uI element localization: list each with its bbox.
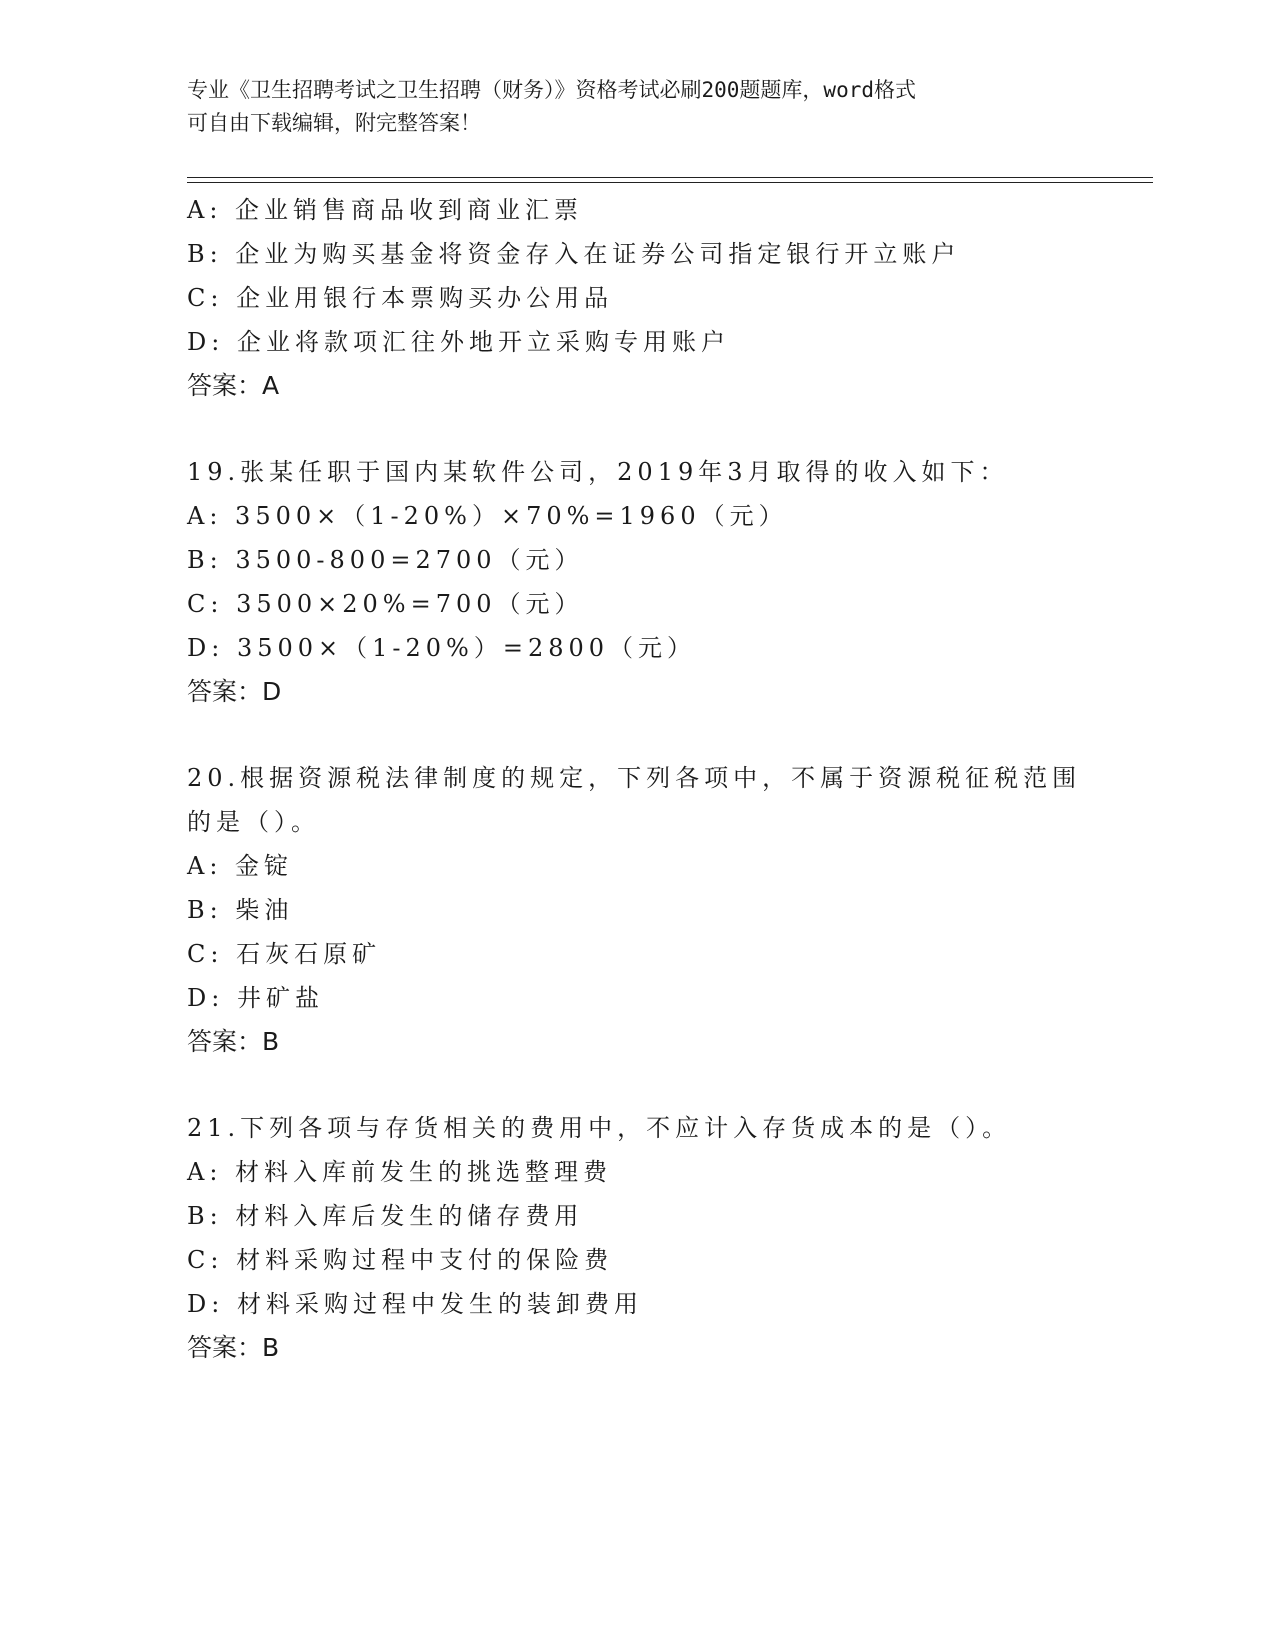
question-text: 21.下列各项与存货相关的费用中，不应计入存货成本的是（）。 [187, 1114, 1012, 1142]
option-a: A: 金锭 [187, 852, 294, 880]
option-a: A: 材料入库前发生的挑选整理费 [187, 1158, 613, 1186]
option-b: B: 柴油 [187, 896, 294, 924]
header-line-1: 专业《卫生招聘考试之卫生招聘（财务）》资格考试必刷200题题库，word格式 [187, 78, 916, 102]
document-header [187, 74, 1087, 140]
answer-label: 答案：B [187, 1333, 280, 1362]
header-divider-top [187, 177, 1153, 178]
answer-label: 答案：B [187, 1027, 280, 1056]
answer-label: 答案：D [187, 677, 282, 706]
option-c: C: 企业用银行本票购买办公用品 [187, 284, 614, 312]
option-d: D: 企业将款项汇往外地开立采购专用账户 [187, 328, 730, 356]
option-a: A: 3500×（1-20%）×70%=1960（元） [187, 502, 788, 530]
question-text-line-2: 的是（）。 [187, 808, 320, 836]
option-d: D: 井矿盐 [187, 984, 324, 1012]
option-b: B: 企业为购买基金将资金存入在证券公司指定银行开立账户 [187, 240, 961, 268]
option-b: B: 3500-800=2700（元） [187, 546, 584, 574]
option-c: C: 3500×20%=700（元） [187, 590, 584, 618]
question-text-line-1: 20.根据资源税法律制度的规定，下列各项中，不属于资源税征税范围 [187, 764, 1082, 792]
header-line-2: 可自由下载编辑，附完整答案！ [187, 111, 481, 135]
option-c: C: 材料采购过程中支付的保险费 [187, 1246, 614, 1274]
option-b: B: 材料入库后发生的储存费用 [187, 1202, 584, 1230]
question-text: 19.张某任职于国内某软件公司，2019年3月取得的收入如下： [187, 458, 1009, 486]
option-d: D: 3500×（1-20%）=2800（元） [187, 634, 697, 662]
option-d: D: 材料采购过程中发生的装卸费用 [187, 1290, 643, 1318]
answer-label: 答案：A [187, 371, 280, 400]
header-divider-bottom [187, 182, 1153, 183]
option-a: A: 企业销售商品收到商业汇票 [187, 196, 584, 224]
option-c: C: 石灰石原矿 [187, 940, 382, 968]
